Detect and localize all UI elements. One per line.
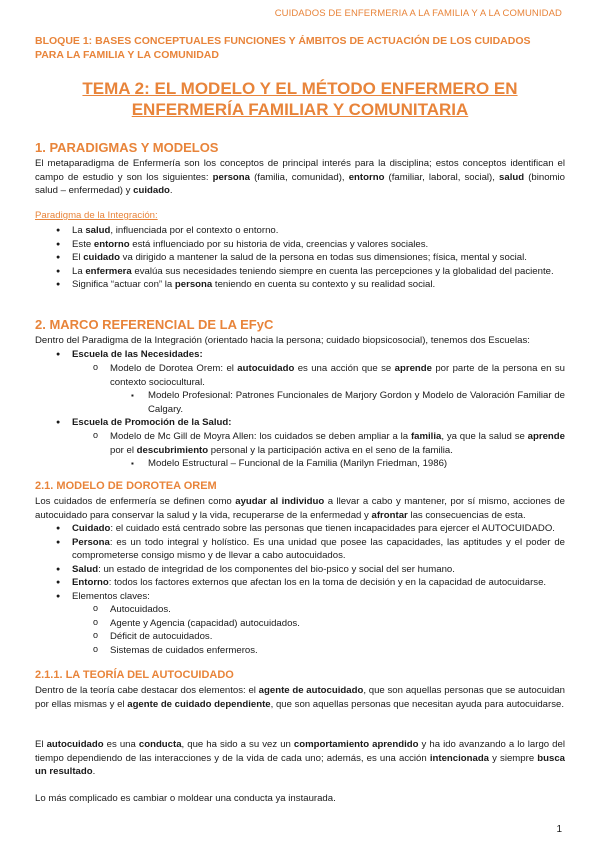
section-2-paragraph: Dentro del Paradigma de la Integración (orientado hacia la persona; cuidado biopsicosocial), tenemos dos Escuelas:	[35, 335, 530, 346]
page-title	[35, 78, 565, 120]
running-header: CUIDADOS DE ENFERMERIA A LA FAMILIA Y A LA COMUNIDAD	[274, 8, 562, 19]
list-item: ▪ Modelo Estructural – Funcional de la Familia (Marilyn Friedman, 1986)	[128, 457, 565, 471]
section-2-1-heading: 2.1. MODELO DE DOROTEA OREM	[35, 480, 217, 492]
school-needs-models	[90, 362, 565, 389]
school-health-models	[90, 430, 565, 457]
section-2-1-1-paragraph-2: El autocuidado es una conducta, que ha sido a su vez un comportamiento aprendido y ha ido avanzando a lo largo del tiempo dependiendo de las interacciones y de la vida de cada uno; además, es una acción intencionada y siempre busca un resultado.	[35, 739, 565, 778]
list-item: ● El cuidado va dirigido a mantener la salud de la persona en todas sus dimensiones; física, mental y social.	[52, 251, 565, 265]
list-item: ● La salud, influenciada por el contexto o entorno.	[52, 224, 565, 238]
list-item: o Modelo de Dorotea Orem: el autocuidado es una acción que se aprende por parte de la persona en su contexto sociocultural.	[90, 362, 565, 389]
section-2-1-1-heading: 2.1.1. LA TEORÍA DEL AUTOCUIDADO	[35, 669, 234, 681]
section-1-paragraph: El metaparadigma de Enfermería son los conceptos de principal interés para la disciplina; estos conceptos identifican el campo de estudio y son los siguientes: persona (familia, comunidad), entorno (familiar, laboral, social), salud (binomio salud – enfermedad) y cuidado.	[35, 158, 566, 197]
list-item: ● Este entorno está influenciado por su historia de vida, creencias y valores sociales.	[52, 238, 565, 252]
key-elements-list	[90, 603, 565, 657]
title-line-2: ENFERMERÍA FAMILIAR Y COMUNITARIA	[131, 100, 469, 119]
list-item: o Sistemas de cuidados enfermeros.	[90, 644, 565, 658]
paradigm-subheading: Paradigma de la Integración:	[35, 210, 158, 221]
list-item: o Modelo de Mc Gill de Moyra Allen: los cuidados se deben ampliar a la familia, ya que la salud se aprende por el descubrimiento personal y la participación activa en el seno de la familia.	[90, 430, 565, 457]
section-2-1-1-paragraph-3: Lo más complicado es cambiar o moldear una conducta ya instaurada.	[35, 793, 336, 804]
school-list	[52, 348, 565, 362]
school-health-submodels	[128, 457, 565, 471]
list-item: o Agente y Agencia (capacidad) autocuidados.	[90, 617, 565, 631]
section-2-1-paragraph: Los cuidados de enfermería se definen como ayudar al individuo a llevar a cabo y mantener, por sí mismo, acciones de autocuidado para conservar la salud y la vida, recuperarse de la enfermedad y afrontar las consecuencias de esta.	[35, 496, 565, 521]
school-needs: ● Escuela de las Necesidades:	[52, 348, 565, 362]
school-needs-submodels	[128, 389, 565, 416]
list-item: ● Elementos claves:	[52, 590, 565, 604]
list-item: o Autocuidados.	[90, 603, 565, 617]
title-line-1: TEMA 2: EL MODELO Y EL MÉTODO ENFERMERO EN	[82, 79, 518, 98]
list-item: ▪ Modelo Profesional: Patrones Funcionales de Marjory Gordon y Modelo de Valoración Familiar de Calgary.	[128, 389, 565, 416]
orem-concepts-list	[52, 522, 565, 604]
list-item: ● Significa “actuar con” la persona teniendo en cuenta su contexto y su realidad social.	[52, 278, 565, 292]
list-item: ● Persona: es un todo integral y holístico. Es una unidad que posee las capacidades, las aptitudes y el poder de comprometerse consigo mismo y de llevar a cabo autocuidados.	[52, 536, 565, 563]
list-item: ● Entorno: todos los factores externos que afectan los en la toma de decisión y en la capacidad de autocuidarse.	[52, 576, 565, 590]
school-health-promotion: ● Escuela de Promoción de la Salud:	[52, 416, 565, 430]
block-heading: BLOQUE 1: BASES CONCEPTUALES FUNCIONES Y ÁMBITOS DE ACTUACIÓN DE LOS CUIDADOS PARA LA FAMILIA Y LA COMUNIDAD	[35, 35, 531, 61]
school-list-2	[52, 416, 565, 430]
section-2-heading: 2. MARCO REFERENCIAL DE LA EFyC	[35, 317, 274, 332]
list-item: o Déficit de autocuidados.	[90, 630, 565, 644]
list-item: ● Salud: un estado de integridad de los componentes del bio-psico y social del ser humano.	[52, 563, 565, 577]
page-number: 1	[556, 824, 562, 835]
list-item: ● Cuidado: el cuidado está centrado sobre las personas que tienen incapacidades para ejercer el AUTOCUIDADO.	[52, 522, 565, 536]
section-2-1-1-paragraph-1: Dentro de la teoría cabe destacar dos elementos: el agente de autocuidado, que son aquellas personas que se autocuidan por ellas mismas y el agente de cuidado dependiente, que son aquellas personas que necesitan ayuda para autocuidarse.	[35, 685, 565, 710]
list-item: ● La enfermera evalúa sus necesidades teniendo siempre en cuenta las percepciones y la globalidad del paciente.	[52, 265, 565, 279]
paradigm-list	[52, 224, 565, 292]
section-1-heading: 1. PARADIGMAS Y MODELOS	[35, 140, 219, 155]
